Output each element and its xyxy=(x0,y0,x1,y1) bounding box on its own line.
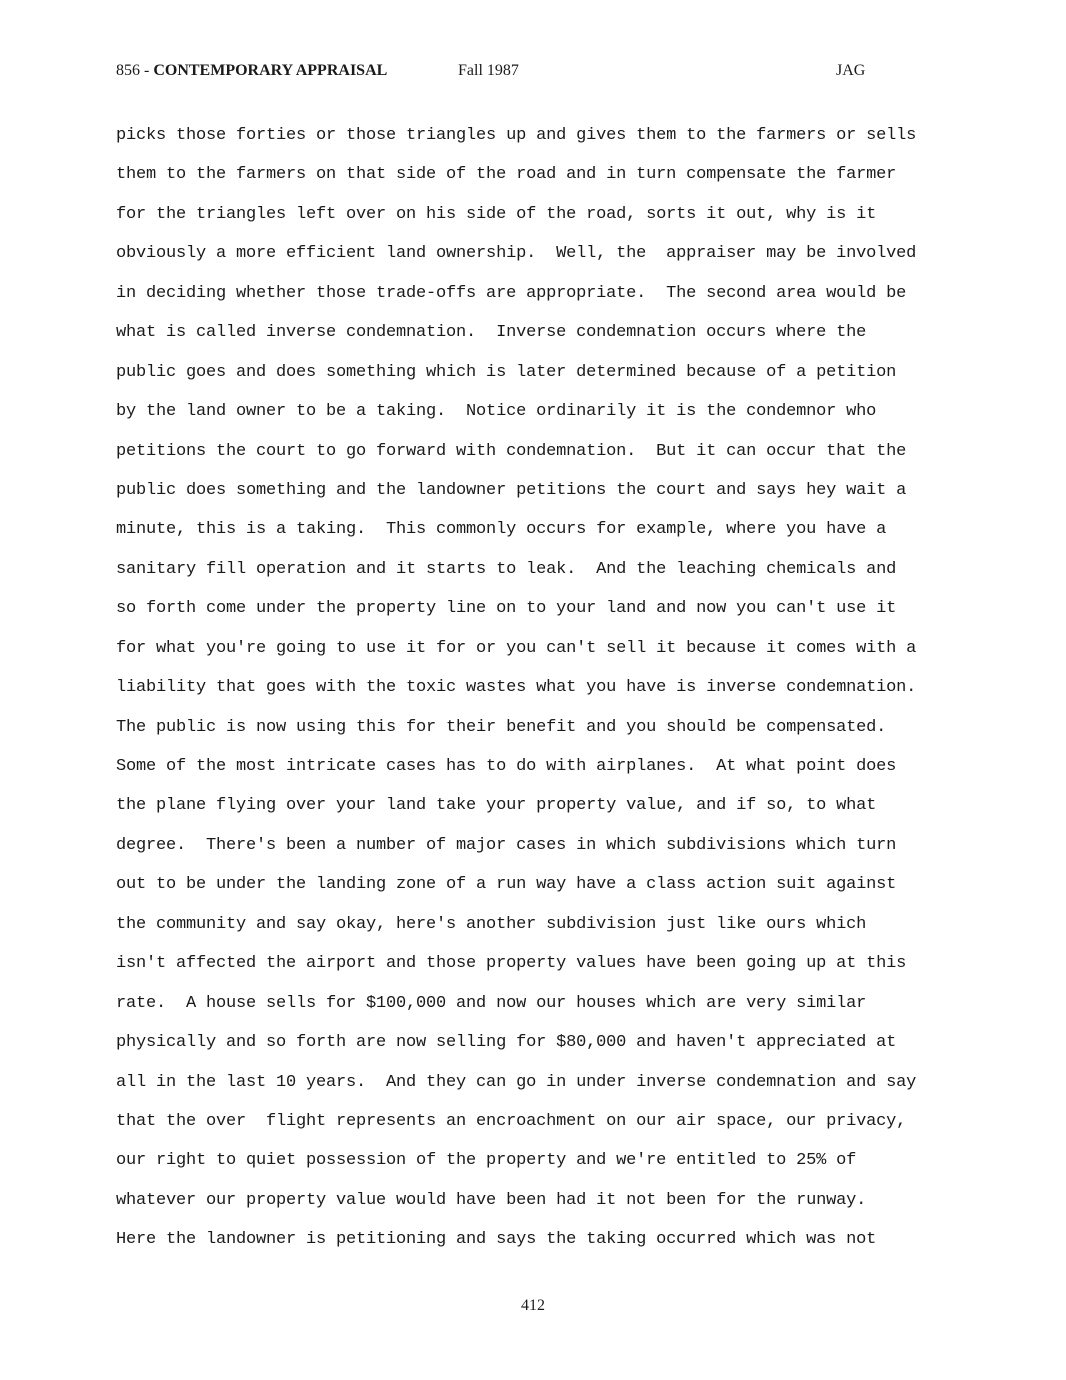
text-line: picks those forties or those triangles up and gives them to the farmers or sells xyxy=(116,126,917,145)
page-number: 412 xyxy=(521,1297,545,1314)
text-line: isn't affected the airport and those property values have been going up at this xyxy=(116,954,907,974)
text-line: that the over flight represents an encroachment on our air space, our privacy, xyxy=(116,1111,907,1131)
text-line: Here the landowner is petitioning and says the taking occurred which was not xyxy=(116,1230,877,1250)
text-line: all in the last 10 years. And they can go in under inverse condemnation and say xyxy=(116,1072,917,1092)
text-line: the plane flying over your land take your property value, and if so, to what xyxy=(116,796,877,816)
text-line: what is called inverse condemnation. Inverse condemnation occurs where the xyxy=(116,323,867,343)
course-number: 856 - xyxy=(116,62,154,79)
text-line: in deciding whether those trade-offs are appropriate. The second area would be xyxy=(116,283,907,303)
text-line: for the triangles left over on his side of the road, sorts it out, why is it xyxy=(116,204,877,224)
author-initials: JAG xyxy=(836,62,866,79)
text-line: public goes and does something which is later determined because of a petition xyxy=(116,362,897,382)
text-line: for what you're going to use it for or you can't sell it because it comes with a xyxy=(116,638,917,658)
page-header xyxy=(0,62,1066,86)
text-line: The public is now using this for their benefit and you should be compensated. xyxy=(116,717,887,737)
course-heading xyxy=(116,62,387,80)
term-label: Fall 1987 xyxy=(458,62,519,79)
text-line: obviously a more efficient land ownership. Well, the appraiser may be involved xyxy=(116,244,917,264)
text-line: them to the farmers on that side of the road and in turn compensate the farmer xyxy=(116,165,897,185)
text-line: public does something and the landowner petitions the court and says hey wait a xyxy=(116,480,907,500)
text-line: degree. There's been a number of major cases in which subdivisions which turn xyxy=(116,835,897,855)
text-line: minute, this is a taking. This commonly occurs for example, where you have a xyxy=(116,520,887,540)
text-line: liability that goes with the toxic wastes what you have is inverse condemnation. xyxy=(116,678,917,698)
text-line: physically and so forth are now selling for $80,000 and haven't appreciated at xyxy=(116,1033,897,1053)
text-line: our right to quiet possession of the property and we're entitled to 25% of xyxy=(116,1151,857,1171)
text-line: Some of the most intricate cases has to do with airplanes. At what point does xyxy=(116,757,897,776)
course-title: CONTEMPORARY APPRAISAL xyxy=(153,62,388,79)
text-line: so forth come under the property line on to your land and now you can't use it xyxy=(116,599,897,619)
text-line: by the land owner to be a taking. Notice ordinarily it is the condemnor who xyxy=(116,402,877,422)
text-line: whatever our property value would have been had it not been for the runway. xyxy=(116,1190,867,1210)
transcript-body xyxy=(116,116,1016,1260)
text-line: rate. A house sells for $100,000 and now our houses which are very similar xyxy=(116,993,867,1013)
text-line: the community and say okay, here's another subdivision just like ours which xyxy=(116,914,867,934)
text-line: petitions the court to go forward with condemnation. But it can occur that the xyxy=(116,441,907,461)
text-line: sanitary fill operation and it starts to leak. And the leaching chemicals and xyxy=(116,559,897,579)
text-line: out to be under the landing zone of a run way have a class action suit against xyxy=(116,875,897,895)
